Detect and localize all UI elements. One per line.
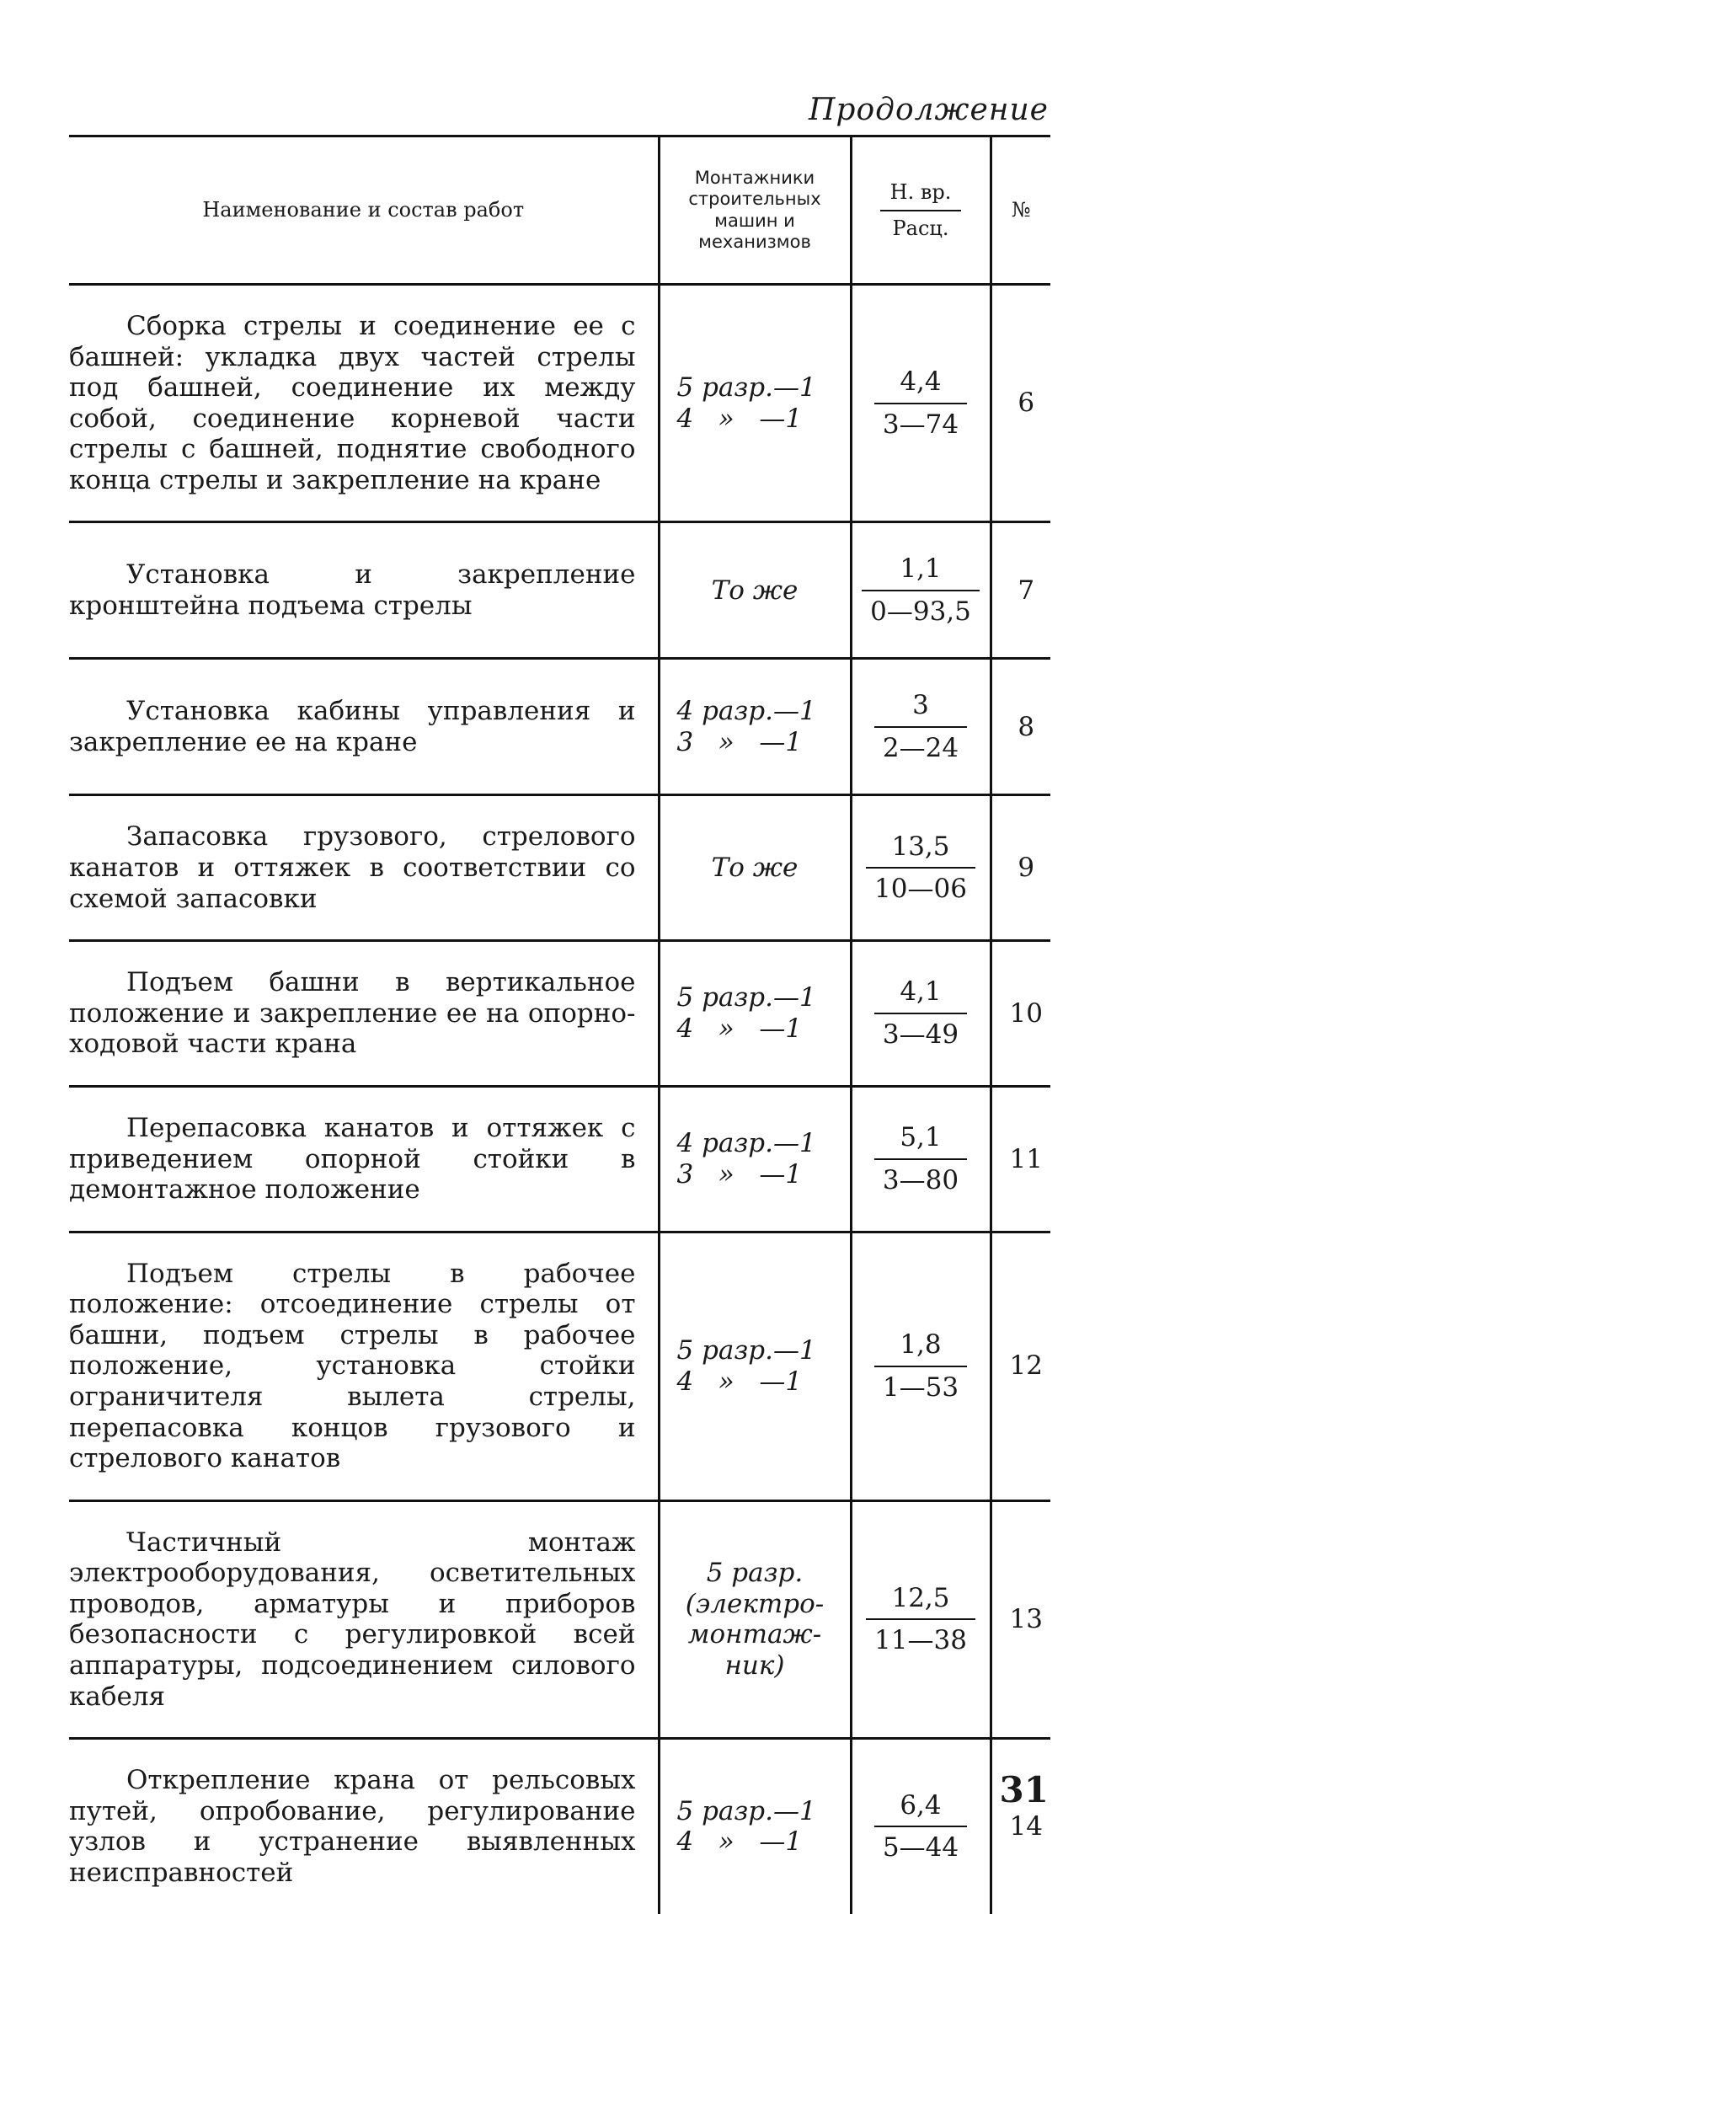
workers-composition (659, 1232, 851, 1500)
table-row (69, 795, 1050, 941)
work-description (69, 1500, 659, 1738)
table-row (69, 659, 1050, 795)
workers-composition (659, 795, 851, 941)
row-number: 11 (991, 1086, 1050, 1232)
norm-cell (851, 795, 991, 941)
norm-rate: 10—06 (874, 874, 967, 905)
norm-cell (851, 285, 991, 522)
work-description (69, 1232, 659, 1500)
norm-cell (851, 659, 991, 795)
row-number: 6 (991, 285, 1050, 522)
table-row (69, 1500, 1050, 1738)
work-description (69, 285, 659, 522)
work-description-text: Сборка стрелы и соединение ее с башней: укладка двух частей стрелы под башней, соединение их между собой, соединение корневой части стрелы с башней, поднятие свободного конца стрелы и закрепление на кране (69, 311, 636, 495)
table-row (69, 522, 1050, 659)
norm-cell (851, 1232, 991, 1500)
norms-table (69, 135, 1050, 1914)
norm-rate: 2—24 (882, 732, 959, 763)
norm-time: 4,1 (874, 976, 967, 1014)
norm-cell (851, 522, 991, 659)
norm-time: 12,5 (866, 1583, 975, 1621)
workers-composition (659, 522, 851, 659)
workers-composition (659, 1086, 851, 1232)
workers-line: 4 » —1 (676, 403, 803, 434)
header-name: Наименование и состав работ (69, 136, 659, 285)
header-norm-rate: Расц. (892, 216, 949, 240)
workers-line: То же (711, 575, 799, 606)
table-row (69, 941, 1050, 1087)
norm-rate: 3—80 (882, 1164, 959, 1195)
norm-cell (851, 1086, 991, 1232)
page-number: 31 (999, 1769, 1049, 1810)
row-number: 8 (991, 659, 1050, 795)
row-number: 14 (991, 1739, 1050, 1914)
norm-cell (851, 1739, 991, 1914)
work-description (69, 941, 659, 1087)
norm-rate: 3—74 (882, 409, 959, 440)
work-description-text: Подъем башни в вертикальное положение и закрепление ее на опорно-ходовой части крана (69, 967, 636, 1060)
work-description (69, 795, 659, 941)
norm-cell (851, 941, 991, 1087)
table-row (69, 1232, 1050, 1500)
workers-composition (659, 1739, 851, 1914)
norm-rate: 1—53 (882, 1371, 959, 1403)
workers-line: 3 » —1 (676, 726, 803, 757)
workers-line: 5 разр.—1 (676, 372, 816, 404)
norm-rate: 5—44 (882, 1832, 959, 1863)
header-norm (851, 136, 991, 285)
workers-composition (659, 941, 851, 1087)
table-row (69, 1739, 1050, 1914)
work-description (69, 659, 659, 795)
work-description-text: Перепасовка канатов и оттяжек с приведением опорной стойки в демонтажное положение (69, 1112, 636, 1206)
table-row (69, 285, 1050, 522)
row-number: 12 (991, 1232, 1050, 1500)
workers-line: монтаж- (687, 1619, 822, 1650)
work-description-text: Частичный монтаж электрооборудования, осветительных проводов, арматуры и приборов безопасности с регулировкой всей аппаратуры, подсоединением силового кабеля (69, 1527, 636, 1712)
norm-time: 13,5 (866, 831, 975, 869)
work-description-text: Подъем стрелы в рабочее положение: отсоединение стрелы от башни, подъем стрелы в рабочее положение, установка стойки ограничителя вылета стрелы, перепасовка концов грузового и стрелового канатов (69, 1258, 636, 1474)
workers-line: 5 разр.—1 (676, 982, 816, 1013)
work-description (69, 1739, 659, 1914)
norm-time: 1,8 (874, 1329, 967, 1367)
norm-time: 1,1 (862, 553, 980, 591)
work-description-text: Установка и закрепление кронштейна подъема стрелы (69, 559, 636, 621)
norm-cell (851, 1500, 991, 1738)
row-number: 13 (991, 1500, 1050, 1738)
norm-time: 3 (874, 690, 967, 728)
workers-composition (659, 1500, 851, 1738)
workers-line: 5 разр. (706, 1558, 804, 1589)
workers-line: 4 разр.—1 (676, 1128, 816, 1159)
workers-line: (электро- (685, 1588, 825, 1619)
row-number: 10 (991, 941, 1050, 1087)
row-number: 9 (991, 795, 1050, 941)
header-workers: Монтажники строительных машин и механизмов (659, 136, 851, 285)
work-description-text: Запасовка грузового, стрелового канатов и оттяжек в соответствии со схемой запасовки (69, 821, 636, 914)
table-body (69, 285, 1050, 1914)
norm-rate: 3—49 (882, 1019, 959, 1051)
norm-rate: 0—93,5 (870, 596, 971, 627)
header-number: № (991, 136, 1050, 285)
workers-line: 3 » —1 (676, 1158, 803, 1190)
norm-rate: 11—38 (874, 1625, 967, 1656)
work-description-text: Открепление крана от рельсовых путей, опробование, регулирование узлов и устранение выявленных неисправностей (69, 1765, 636, 1888)
norm-time: 6,4 (874, 1790, 967, 1828)
norm-time: 5,1 (874, 1122, 967, 1160)
workers-line: 5 разр.—1 (676, 1795, 816, 1826)
work-description (69, 522, 659, 659)
table-header-row (69, 136, 1050, 285)
workers-line: То же (711, 853, 799, 884)
workers-line: 4 » —1 (676, 1013, 803, 1045)
workers-line: ник) (724, 1650, 785, 1682)
table-row (69, 1086, 1050, 1232)
workers-line: 4 » —1 (676, 1826, 803, 1858)
continuation-label: Продолжение (809, 93, 1049, 127)
workers-composition (659, 285, 851, 522)
work-description (69, 1086, 659, 1232)
norm-time: 4,4 (874, 366, 967, 404)
workers-line: 4 » —1 (676, 1366, 803, 1397)
workers-line: 5 разр.—1 (676, 1335, 816, 1366)
workers-composition (659, 659, 851, 795)
work-description-text: Установка кабины управления и закрепление ее на кране (69, 696, 636, 757)
row-number: 7 (991, 522, 1050, 659)
workers-line: 4 разр.—1 (676, 696, 816, 727)
header-norm-time: Н. вр. (880, 180, 962, 211)
